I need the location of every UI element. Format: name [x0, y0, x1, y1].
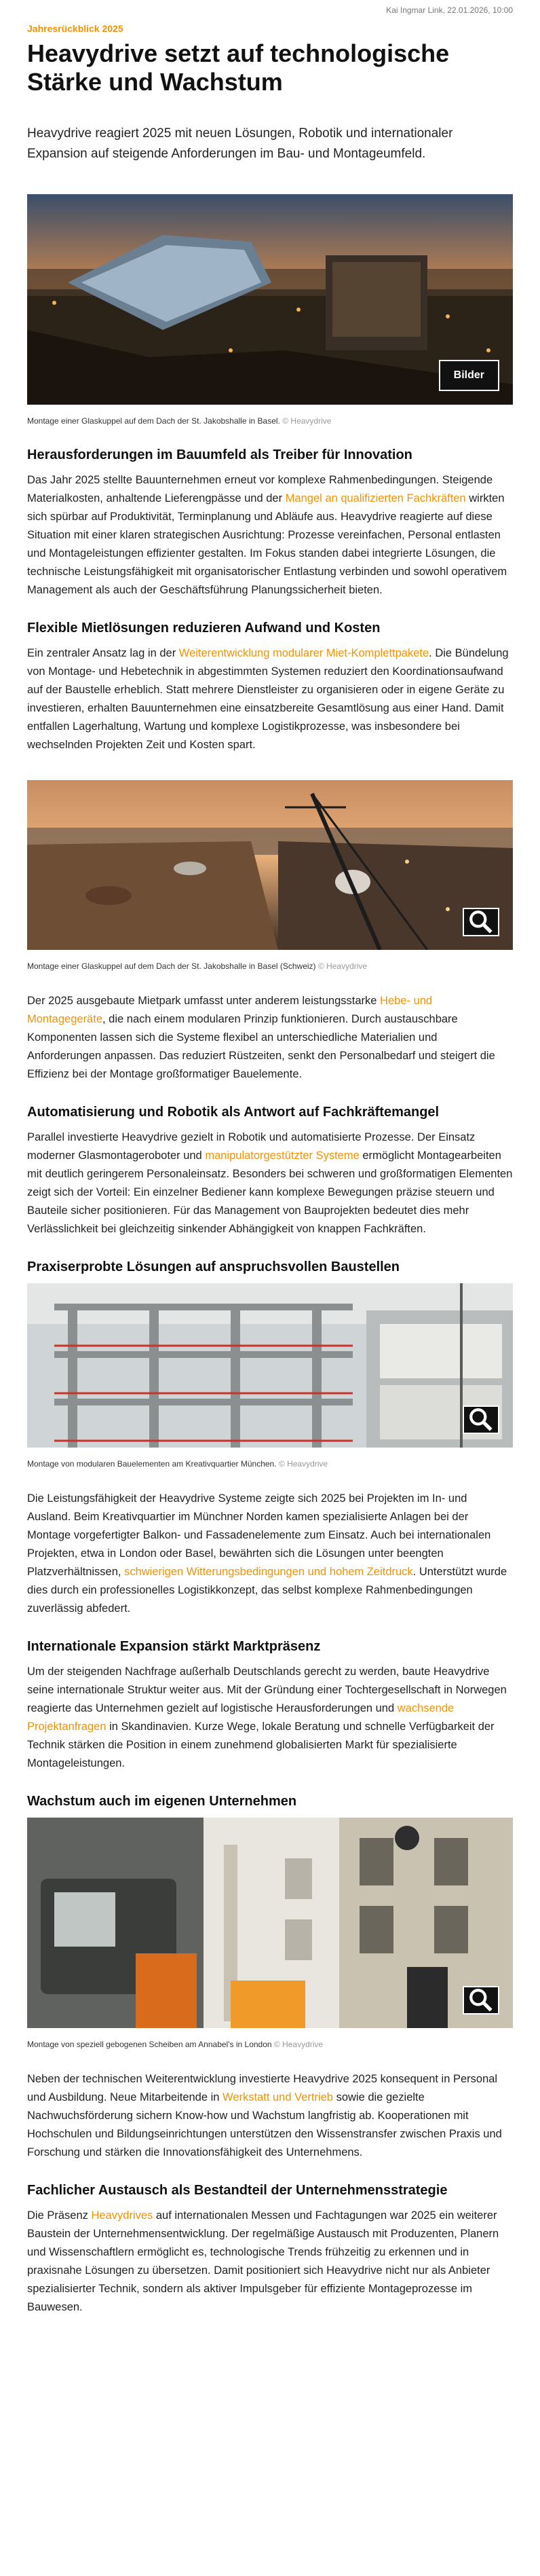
inline-link[interactable]: wachsende Projektanfragen	[27, 1702, 455, 1733]
photo-modular-building-munich[interactable]	[27, 1283, 513, 1448]
section-heading: Flexible Mietlösungen reduzieren Aufwand und Kosten	[27, 621, 381, 636]
text-run: Der 2025 ausgebaute Mietpark umfasst unter anderem leistungsstarke	[27, 995, 381, 1007]
photo-curved-glass-london[interactable]	[27, 1818, 513, 2028]
text-run: Das Jahr 2025 stellte Bauunternehmen erneut vor komplexe Rahmenbedingungen. Steigende Materialkosten, anhaltende Lieferengpässe und der	[27, 474, 493, 504]
section-paragraph	[27, 471, 513, 600]
caption-credit: © Heavydrive	[273, 2040, 324, 2049]
text-run: Ein zentraler Ansatz lag in der	[27, 647, 179, 659]
text-run: . Die Bündelung von Montage- und Hebetechnik in abgestimmten Systemen reduziert den Koordinationsaufwand auf der Baustelle erheblich. Statt mehrere Dienstleister zu organisieren oder in eigene Geräte zu investieren, erhalten Bauunternehmen eine einsatzbereite Gesamtlösung aus einer Hand. Damit entfallen Lagerhaltung, Wartung und komplexe Logistikprozesse, was insbesondere bei wechselnden Projekten Zeit und Kosten spart.	[27, 647, 509, 751]
caption-text: Montage einer Glaskuppel auf dem Dach der St. Jakobshalle in Basel (Schweiz)	[27, 961, 316, 971]
section-heading: Internationale Expansion stärkt Marktpräsenz	[27, 1639, 321, 1654]
page-title: Heavydrive setzt auf technologische Stärke und Wachstum	[27, 39, 450, 96]
spacer	[27, 1469, 513, 1490]
caption-credit: © Heavydrive	[317, 961, 368, 971]
zoom-button[interactable]	[463, 1405, 499, 1434]
zoom-icon	[464, 1407, 498, 1433]
text-run: ermöglicht Montagearbeiten mit deutlich geringerem Personaleinsatz. Besonders bei schweren und großformatigen Elementen zeigt sich der Vorteil: Ein einzelner Bediener kann komplexe Bewegungen präzise steuern und Bauteile sicher positionieren. Für das Management von Bauprojekten bedeutet dies mehr Verlässlichkeit bei gleichzeitig sinkender Abhängigkeit von knappen Fachkräften.	[27, 1149, 513, 1235]
gallery-button[interactable]: Bilder	[439, 360, 499, 391]
inline-link[interactable]: Werkstatt und Vertrieb	[223, 2091, 333, 2103]
text-run: wirkten sich spürbar auf Produktivität, Terminplanung und Abläufe aus. Heavydrive reagierte auf diese Situation mit einer klaren strategischen Ausrichtung: Prozesse vereinfachen, Personal entlasten und Montageleistungen effizienter gestalten. Im Fokus standen dabei integrierte Lösungen, die technische Leistungsfähigkeit mit organisatorischer Entlastung verbinden und sowohl operativem Management als auch der Geschäftsführung Planungssicherheit bieten.	[27, 492, 507, 596]
caption-text: Montage einer Glaskuppel auf dem Dach der St. Jakobshalle in Basel.	[27, 416, 280, 426]
caption-credit: © Heavydrive	[278, 1459, 328, 1469]
text-run: . Unterstützt wurde dies durch ein professionelles Logistikkonzept, das selbst komplexe Rahmenbedingungen zuverlässig abfedert.	[27, 1566, 507, 1615]
figure-caption	[27, 2039, 513, 2050]
inline-link[interactable]: Weiterentwicklung modularer Miet-Komplettpakete	[178, 647, 429, 659]
text-run: , die nach einem modularen Prinzip funktionieren. Durch austauschbare Komponenten lassen sich die Systeme flexibel an unterschiedliche Materialien und Anforderungen anpassen. Das reduziert Rüstzeiten, senkt den Personalbedarf und steigert die Effizienz bei der Montage großformatiger Bauelemente.	[27, 1013, 495, 1080]
caption-text: Montage von modularen Bauelementen am Kreativquartier München.	[27, 1459, 277, 1469]
zoom-button[interactable]	[463, 908, 499, 936]
article	[27, 0, 513, 2317]
text-run: Die Präsenz	[27, 2209, 92, 2222]
photo-graphic	[27, 780, 513, 950]
figure-1	[27, 194, 513, 426]
zoom-icon	[464, 1987, 498, 2013]
text-run: sowie die gezielte Nachwuchsförderung sichern Know-how und Wachstum langfristig ab. Kooperationen mit Hochschulen und Bildungseinrichtungen unterstützen den Wissenstransfer zwischen Praxis und Forschung und stärken die Innovationsfähigkeit des Unternehmens.	[27, 2091, 502, 2158]
text-run: Um der steigenden Nachfrage außerhalb Deutschlands gerecht zu werden, baute Heavydrive seine internationale Struktur weiter aus. Mit der Gründung einer Tochtergesellschaft in Norwegen reagierte das Unternehmen gezielt auf logistische Herausforderungen und	[27, 1666, 507, 1714]
figure-2	[27, 780, 513, 972]
figure-4	[27, 1818, 513, 2050]
kicker: Jahresrückblick 2025	[27, 23, 123, 34]
section-paragraph	[27, 644, 513, 754]
inline-link[interactable]: Mangel an qualifizierten Fachkräften	[285, 492, 466, 504]
section-paragraph	[27, 992, 513, 1084]
section-paragraph	[27, 1128, 513, 1238]
inline-link[interactable]: Heavydrives	[91, 2209, 153, 2222]
photo-graphic	[27, 1818, 513, 2028]
figure-caption	[27, 1458, 513, 1469]
section-paragraph	[27, 1663, 513, 1773]
caption-text: Montage von speziell gebogenen Scheiben am Annabel's in London	[27, 2040, 272, 2049]
spacer	[27, 2050, 513, 2070]
photo-graphic	[27, 1283, 513, 1448]
spacer	[27, 972, 513, 992]
meta-row	[27, 0, 513, 34]
inline-link[interactable]: Hebe- und Montagegeräte	[27, 995, 433, 1025]
zoom-button[interactable]	[463, 1986, 499, 2014]
text-run: in Skandinavien. Kurze Wege, lokale Beratung und schnelle Verfügbarkeit der Technik stärken die Position in einem zunehmend globalisierten Markt für spezialisierte Montageleistungen.	[27, 1721, 495, 1769]
section-paragraph	[27, 2207, 513, 2317]
photo-glass-dome-basel[interactable]	[27, 194, 513, 405]
text-run: Neben der technischen Weiterentwicklung investierte Heavydrive 2025 konsequent in Personal und Ausbildung. Neue Mitarbeitende in	[27, 2073, 498, 2103]
photo-crane-rooftop[interactable]	[27, 780, 513, 950]
byline: Kai Ingmar Link, 22.01.2026, 10:00	[386, 5, 513, 15]
text-run: auf internationalen Messen und Fachtagungen war 2025 ein weiterer Baustein der Unternehmensentwicklung. Der regelmäßige Austausch mit Produzenten, Planern und Wissenschaftlern ermöglicht es, technologische Trends frühzeitig zu erkennen und in praxisnahe Lösungen zu übersetzen. Damit positioniert sich Heavydrive nicht nur als Anbieter spezialisierter Technik, sondern als aktiver Impulsgeber für effiziente Montageprozesse im Bauwesen.	[27, 2209, 499, 2313]
inline-link[interactable]: manipulatorgestützter Systeme	[205, 1149, 360, 1162]
figure-caption	[27, 416, 513, 426]
inline-link[interactable]: schwierigen Witterungsbedingungen und hohem Zeitdruck	[124, 1566, 413, 1578]
text-run: Parallel investierte Heavydrive gezielt in Robotik und automatisierte Prozesse. Der Einsatz moderner Glasmontageroboter und	[27, 1131, 476, 1162]
section-heading: Fachlicher Austausch als Bestandteil der Unternehmensstrategie	[27, 2183, 448, 2198]
lead-paragraph: Heavydrive reagiert 2025 mit neuen Lösungen, Robotik und internationaler Expansion auf steigende Anforderungen im Bau- und Montageumfeld.	[27, 126, 453, 161]
zoom-icon	[464, 909, 498, 935]
section-heading: Wachstum auch im eigenen Unternehmen	[27, 1794, 297, 1809]
section-paragraph	[27, 2070, 513, 2162]
section-paragraph	[27, 1490, 513, 1618]
text-run: Die Leistungsfähigkeit der Heavydrive Systeme zeigte sich 2025 bei Projekten im In- und Ausland. Beim Kreativquartier im Münchner Norden kamen spezialisierte Anlagen bei der Montage vorgefertigter Balkon- und Fassadenelemente zum Einsatz. Auch bei internationalen Projekten, etwa in London oder Basel, bewährten sich die Lösungen unter beengten Platzverhältnissen,	[27, 1492, 491, 1578]
section-heading: Herausforderungen im Bauumfeld als Treiber für Innovation	[27, 447, 412, 462]
section-heading: Praxiserprobte Lösungen auf anspruchsvollen Baustellen	[27, 1259, 400, 1274]
section-heading: Automatisierung und Robotik als Antwort auf Fachkräftemangel	[27, 1105, 440, 1120]
figure-caption	[27, 961, 513, 972]
caption-credit: © Heavydrive	[282, 416, 332, 426]
figure-3	[27, 1283, 513, 1469]
